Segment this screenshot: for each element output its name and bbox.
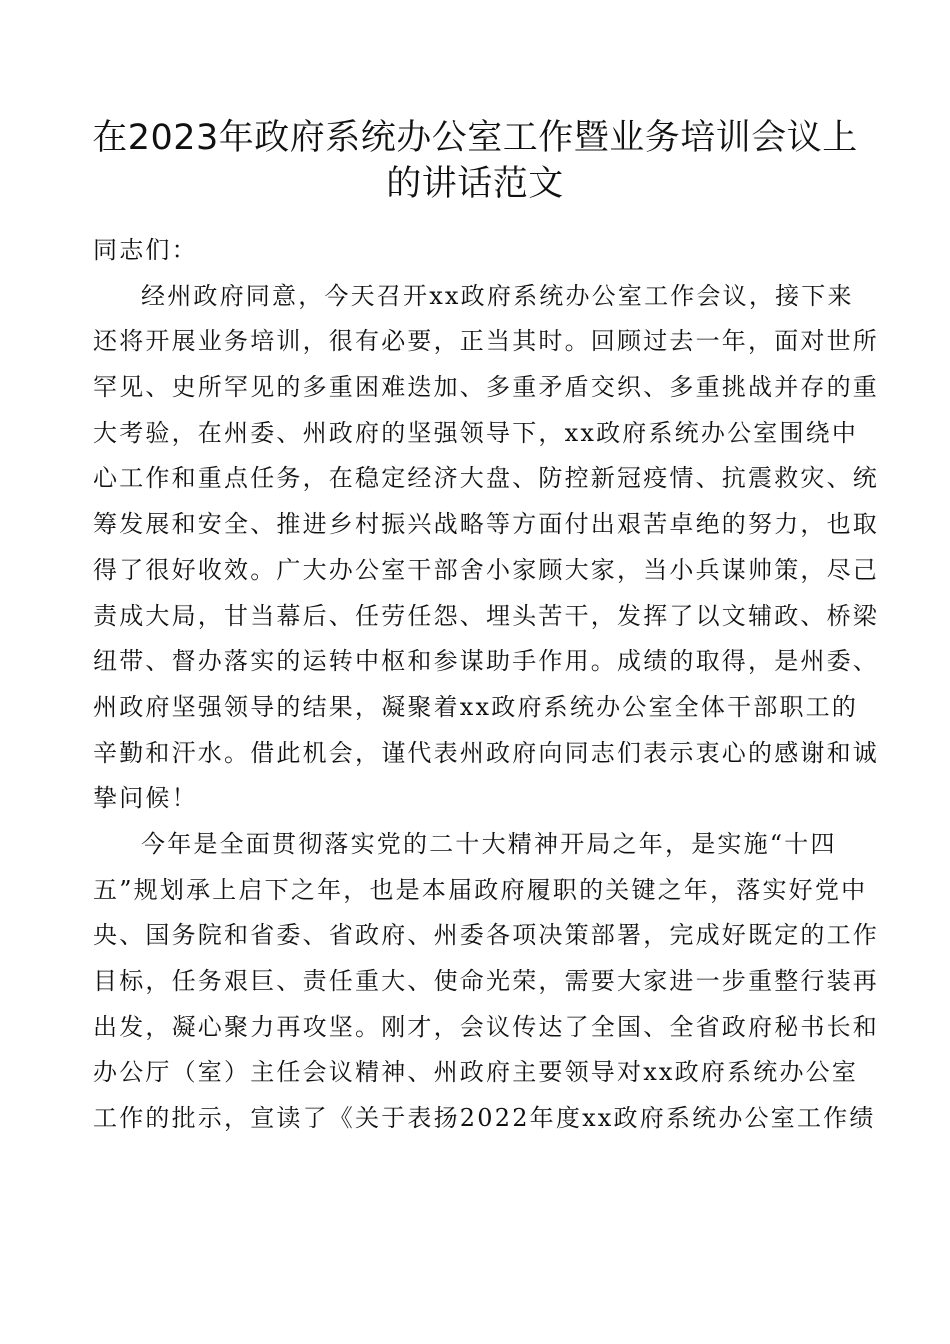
document-body bbox=[93, 228, 879, 1142]
paragraph-line: 央、国务院和省委、省政府、州委各项决策部署，完成好既定的工作 bbox=[93, 921, 879, 950]
paragraph-line: 目标，任务艰巨、责任重大、使命光荣，需要大家进一步重整行装再 bbox=[93, 967, 879, 996]
paragraph-line: 得了很好收效。广大办公室干部舍小家顾大家，当小兵谋帅策，尽己 bbox=[93, 555, 879, 584]
paragraph-line: 经州政府同意，今天召开xx政府系统办公室工作会议，接下来 bbox=[141, 281, 854, 310]
paragraph-line: 纽带、督办落实的运转中枢和参谋助手作用。成绩的取得，是州委、 bbox=[93, 647, 879, 676]
title-line: 在2023年政府系统办公室工作暨业务培训会议上 bbox=[92, 118, 858, 158]
paragraph-line: 筹发展和安全、推进乡村振兴战略等方面付出艰苦卓绝的努力，也取 bbox=[93, 510, 879, 539]
paragraph-line: 挚问候！ bbox=[93, 784, 198, 813]
paragraph-line: 五”规划承上启下之年，也是本届政府履职的关键之年，落实好党中 bbox=[93, 875, 868, 904]
paragraph-line: 罕见、史所罕见的多重困难迭加、多重矛盾交织、多重挑战并存的重 bbox=[93, 373, 879, 402]
paragraph-line: 心工作和重点任务，在稳定经济大盘、防控新冠疫情、抗震救灾、统 bbox=[93, 464, 879, 493]
title-line: 的讲话范文 bbox=[386, 163, 564, 204]
document-title bbox=[80, 115, 870, 206]
salutation: 同志们： bbox=[93, 236, 198, 264]
paragraph-line: 今年是全面贯彻落实党的二十大精神开局之年，是实施“十四 bbox=[141, 829, 837, 858]
paragraph-line: 还将开展业务培训，很有必要，正当其时。回顾过去一年，面对世所 bbox=[93, 327, 879, 356]
paragraph-line: 办公厅（室）主任会议精神、州政府主要领导对xx政府系统办公室 bbox=[93, 1058, 859, 1087]
paragraph-2 bbox=[93, 822, 879, 1142]
paragraph-line: 辛勤和汗水。借此机会，谨代表州政府向同志们表示衷心的感谢和诚 bbox=[93, 738, 879, 767]
paragraph-line: 责成大局，甘当幕后、任劳任怨、埋头苦干，发挥了以文辅政、桥梁 bbox=[93, 601, 879, 630]
paragraph-1 bbox=[93, 274, 879, 822]
paragraph-line: 州政府坚强领导的结果，凝聚着xx政府系统办公室全体干部职工的 bbox=[93, 692, 859, 721]
paragraph-line: 出发，凝心聚力再攻坚。刚才，会议传达了全国、全省政府秘书长和 bbox=[93, 1012, 879, 1041]
paragraph-line: 工作的批示，宣读了《关于表扬2022年度xx政府系统办公室工作绩 bbox=[93, 1104, 876, 1133]
paragraph-line: 大考验，在州委、州政府的坚强领导下，xx政府系统办公室围绕中 bbox=[93, 418, 859, 447]
